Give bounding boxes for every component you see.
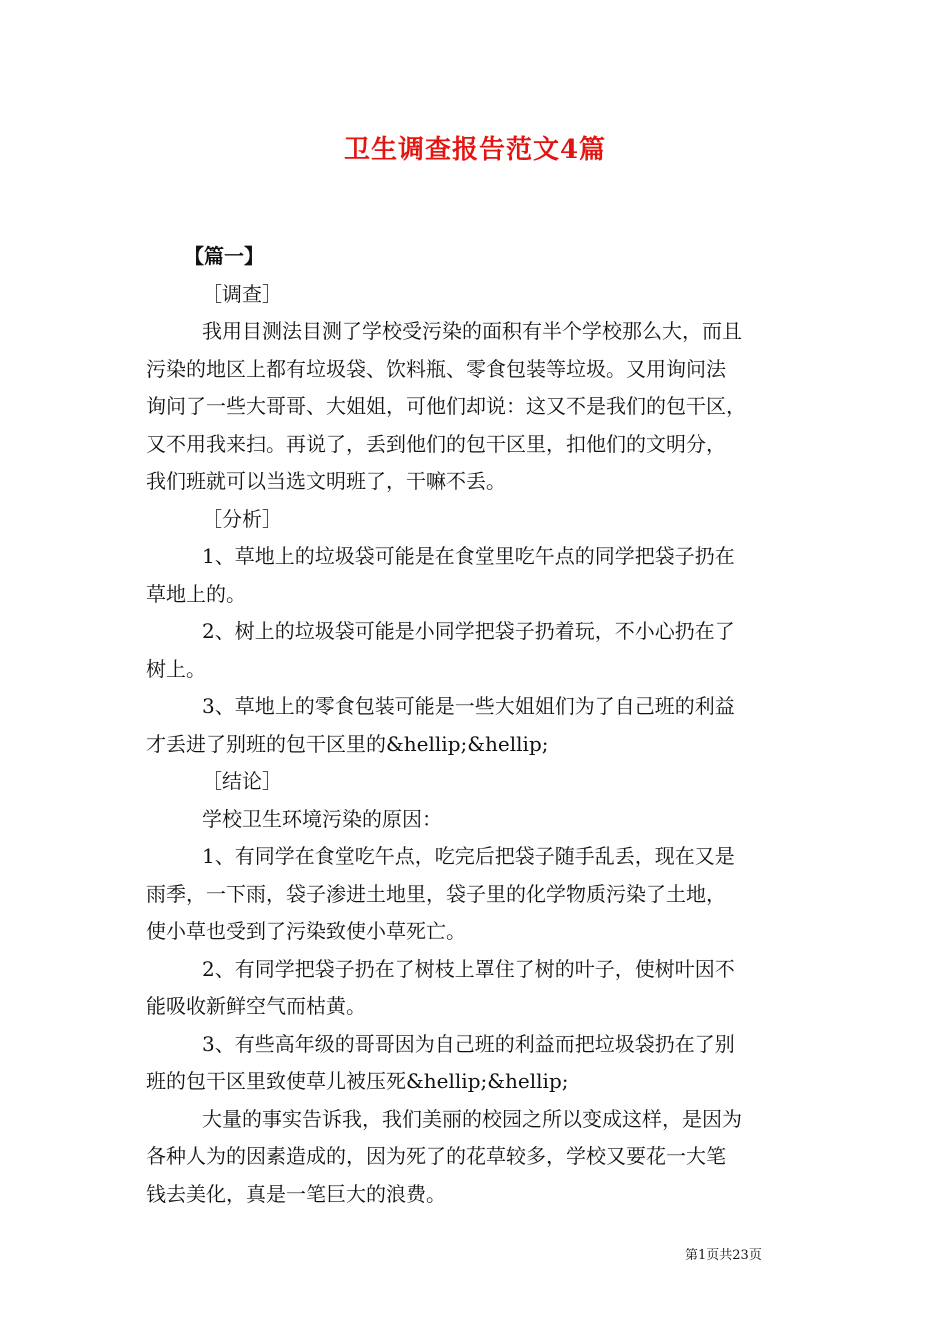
body-line: ［调查］ [202, 281, 282, 306]
body-line: 询问了一些大哥哥、大姐姐，可他们却说：这又不是我们的包干区， [146, 394, 746, 418]
body-line: 3、草地上的零食包装可能是一些大姐姐们为了自己班的利益 [202, 694, 735, 718]
body-line: 使小草也受到了污染致使小草死亡。 [146, 919, 466, 943]
body-line: 树上。 [146, 656, 206, 681]
body-line: 1、草地上的垃圾袋可能是在食堂里吃午点的同学把袋子扔在 [202, 544, 735, 568]
body-line: 雨季，一下雨，袋子渗进土地里，袋子里的化学物质污染了土地， [146, 881, 726, 906]
body-line: 才丢进了别班的包干区里的&hellip;&hellip; [146, 731, 549, 756]
body-line: 2、有同学把袋子扔在了树枝上罩住了树的叶子，使树叶因不 [202, 956, 735, 981]
body-line: 学校卫生环境污染的原因： [202, 806, 442, 831]
body-line: 污染的地区上都有垃圾袋、饮料瓶、零食包装等垃圾。又用询问法 [146, 356, 726, 381]
body-line: 草地上的。 [146, 581, 246, 606]
body-line: 我用目测法目测了学校受污染的面积有半个学校那么大，而且 [202, 319, 742, 343]
body-line: 我们班就可以当选文明班了，干嘛不丢。 [146, 469, 506, 493]
body-line: 【篇一】 [184, 244, 264, 268]
body-line: ［结论］ [202, 769, 282, 793]
body-line: 能吸收新鲜空气而枯黄。 [146, 994, 366, 1018]
body-line: 班的包干区里致使草儿被压死&hellip;&hellip; [146, 1069, 569, 1093]
document-title: 卫生调查报告范文4篇 [343, 135, 607, 165]
body-line: 2、树上的垃圾袋可能是小同学把袋子扔着玩，不小心扔在了 [202, 619, 735, 643]
body-line: 3、有些高年级的哥哥因为自己班的利益而把垃圾袋扔在了别 [202, 1031, 735, 1056]
body-line: ［分析］ [202, 506, 282, 531]
body-line: 钱去美化，真是一笔巨大的浪费。 [146, 1181, 446, 1206]
body-line: 大量的事实告诉我，我们美丽的校园之所以变成这样，是因为 [202, 1106, 742, 1131]
body-line: 1、有同学在食堂吃午点，吃完后把袋子随手乱丢，现在又是 [202, 844, 735, 868]
page-number-footer: 第1页共23页 [685, 1248, 762, 1263]
body-line: 又不用我来扫。再说了，丢到他们的包干区里，扣他们的文明分， [146, 431, 726, 456]
document-body [146, 238, 810, 1213]
body-line: 各种人为的因素造成的，因为死了的花草较多，学校又要花一大笔 [146, 1144, 726, 1168]
